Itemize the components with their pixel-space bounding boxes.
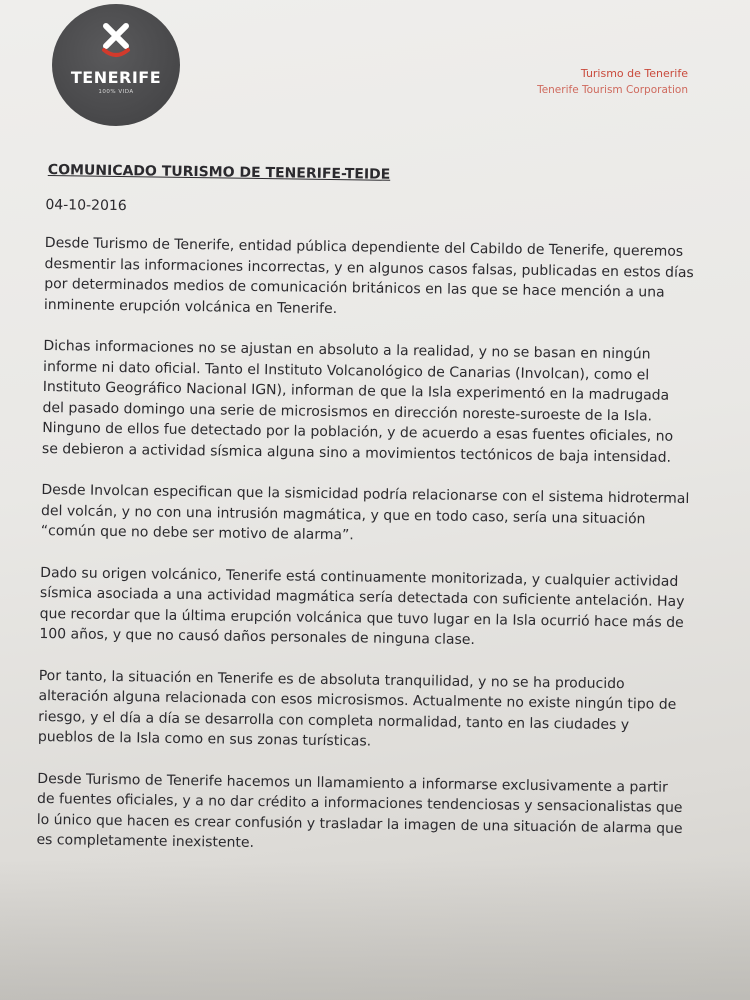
tenerife-x-icon	[96, 22, 136, 62]
corporation-block	[537, 66, 688, 98]
document-title: COMUNICADO TURISMO DE TENERIFE-TEIDE	[47, 162, 391, 183]
corporation-subtitle: Tenerife Tourism Corporation	[537, 84, 688, 96]
paragraph-1: Desde Turismo de Tenerife, entidad pública dependiente del Cabildo de Tenerife, queremos desmentir las informaciones incorrectas, y en algunos casos falsas, publicadas en estos días por determinados medios de comunicación británicos en las que se hace mención a una inminente erupción volcánica en Tenerife.	[43, 234, 694, 317]
paragraph-5: Por tanto, la situación en Tenerife es de absoluta tranquilidad, y no se ha producido alteración alguna relacionada con esos microsismos. Actualmente no existe ningún tipo de riesgo, y el día a día se desarrolla con completa normalidad, tanto en las ciudades y pueblos de la Isla como en sus zonas turísticas.	[37, 667, 677, 750]
corporation-name: Turismo de Tenerife	[580, 67, 688, 80]
paragraph-3: Desde Involcan especifican que la sismicidad podría relacionarse con el sistema hidrotermal del volcán, y no con una intrusión magmática, y que en todo caso, sería una situación “común que no debe ser motivo de alarma”.	[40, 481, 690, 544]
paragraph-2: Dichas informaciones no se ajustan en absoluto a la realidad, y no se basan en ningún informe ni dato oficial. Tanto el Instituto Volcanológico de Canarias (Involcan), como el Instituto Geográfico Nacional IGN), informan de que la Isla experimentó en la madrugada del pasado domingo una serie de microsismos en dirección noreste-suroeste de la Isla. Ninguno de ellos fue detectado por la población, y de acuerdo a esas fuentes oficiales, no se debieron a actividad sísmica alguna sino a movimientos tectónicos de baja intensidad.	[41, 337, 674, 466]
paragraph-6: Desde Turismo de Tenerife hacemos un llamamiento a informarse exclusivamente a partir de fuentes oficiales, y a no dar crédito a informaciones tendenciosas y sensacionalistas que lo único que hacen es crear confusión y trasladar la imagen de una situación de alarma que es completamente inexistente.	[36, 770, 683, 851]
tenerife-logo	[52, 4, 180, 126]
paragraph-4: Dado su origen volcánico, Tenerife está continuamente monitorizada, y cualquier actividad sísmica asociada a una actividad magmática sería detectada con suficiente antelación. Hay que recordar que la última erupción volcánica que tuvo lugar en la Isla ocurrió hace más de 100 años, y que no causó daños personales de ninguna clase.	[39, 564, 685, 649]
logo-name: TENERIFE	[70, 68, 162, 87]
letter-body	[36, 160, 696, 881]
logo-tagline: 100% VIDA	[98, 89, 134, 95]
document-date: 04-10-2016	[45, 196, 127, 214]
